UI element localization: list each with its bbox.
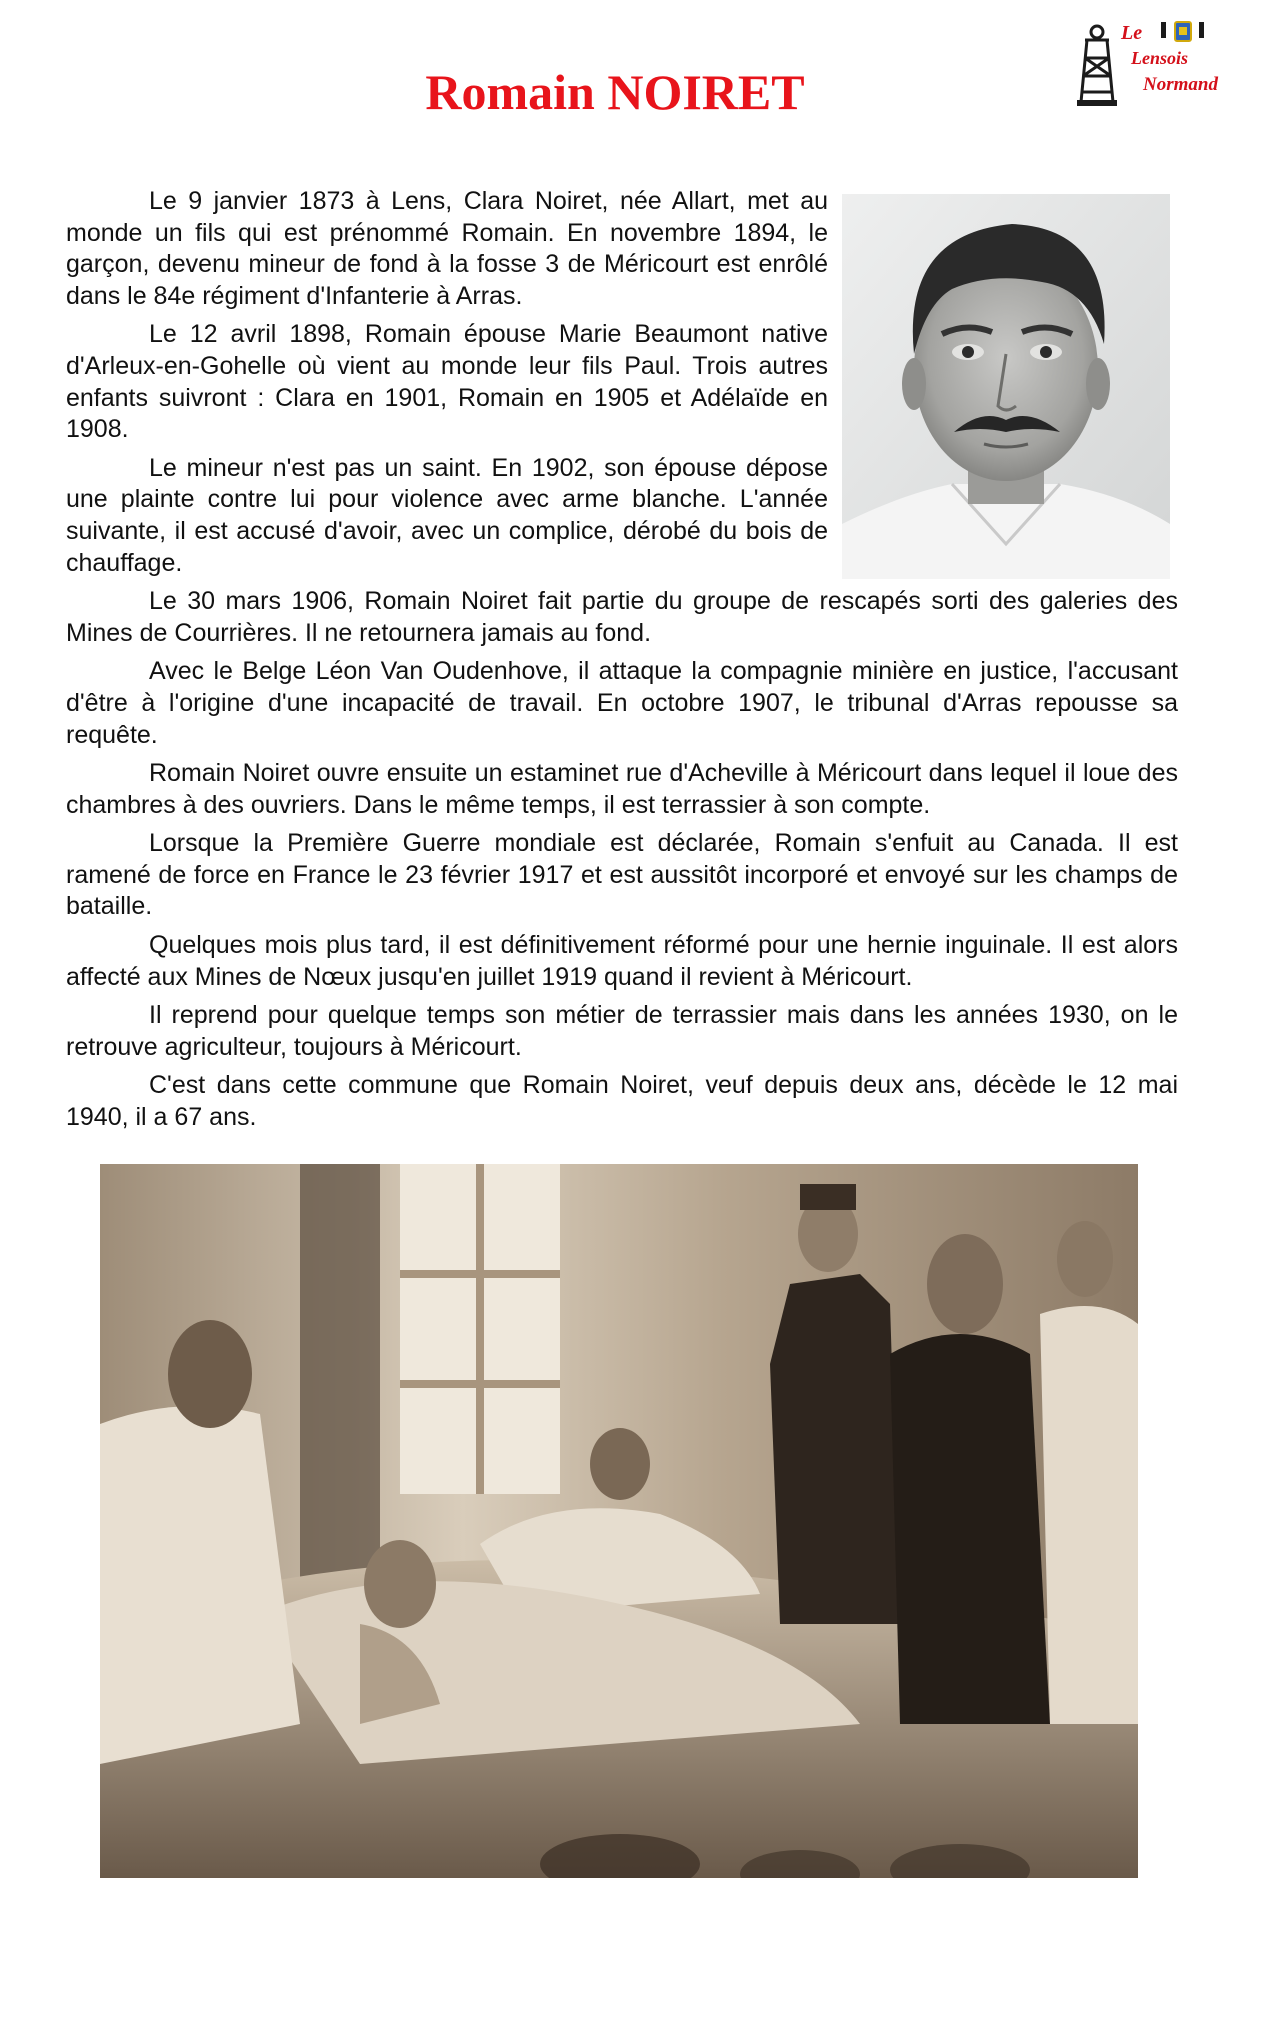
paragraph-war: Lorsque la Première Guerre mondiale est déclarée, Romain s'enfuit au Canada. Il est ramené de force en France le 23 février 1917 et est aussitôt incorporé et envoyé sur les champs de bataille. — [66, 829, 1178, 921]
rescued-miners-photo — [100, 1164, 1138, 1878]
paragraph-estaminet: Romain Noiret ouvre ensuite un estaminet rue d'Acheville à Méricourt dans lequel il loue des chambres à des ouvriers. Dans le même temps, il est terrassier à son compte. — [66, 759, 1178, 819]
lensois-normand-logo — [1075, 18, 1235, 108]
biography-text — [66, 186, 1178, 1141]
paragraph-complaint: Le mineur n'est pas un saint. En 1902, son épouse dépose une plainte contre lui pour violence avec arme blanche. L'année suivante, il est accusé d'avoir, avec un complice, dérobé du bois de chauffage. — [66, 453, 828, 577]
paragraph-birth: Le 9 janvier 1873 à Lens, Clara Noiret, née Allart, met au monde un fils qui est prénommé Romain. En novembre 1894, le garçon, devenu mineur de fond à la fosse 3 de Méricourt est enrôlé dans le 84e régiment d'Infanterie à Arras. — [66, 187, 828, 310]
paragraph-rescue: Le 30 mars 1906, Romain Noiret fait partie du groupe de rescapés sorti des galeries des Mines de Courrières. Il ne retournera jamais au fond. — [66, 587, 1178, 647]
paragraph-discharge: Quelques mois plus tard, il est définitivement réformé pour une hernie inguinale. Il est alors affecté aux Mines de Nœux jusqu'en juillet 1919 quand il revient à Méricourt. — [66, 931, 1178, 991]
logo-text-le: Le — [1121, 22, 1143, 44]
paragraph-marriage: Le 12 avril 1898, Romain épouse Marie Beaumont native d'Arleux-en-Gohelle où vient au monde leur fils Paul. Trois autres enfants suivront : Clara en 1901, Romain en 1905 et Adélaïde en 1908. — [66, 320, 828, 444]
paragraph-death: C'est dans cette commune que Romain Noiret, veuf depuis deux ans, décède le 12 mai 1940, il a 67 ans. — [66, 1071, 1178, 1132]
paragraph-lawsuit: Avec le Belge Léon Van Oudenhove, il attaque la compagnie minière en justice, l'accusant d'être à l'origine d'une incapacité de travail. En octobre 1907, le tribunal d'Arras repousse sa requête. — [66, 657, 1178, 749]
paragraph-farmer: Il reprend pour quelque temps son métier de terrassier mais dans les années 1930, on le retrouve agriculteur, toujours à Méricourt. — [66, 1001, 1178, 1061]
page-title: Romain NOIRET — [425, 64, 805, 120]
logo-text-lensois: Lensois — [1131, 48, 1189, 68]
logo-text-normand: Normand — [1143, 74, 1218, 95]
